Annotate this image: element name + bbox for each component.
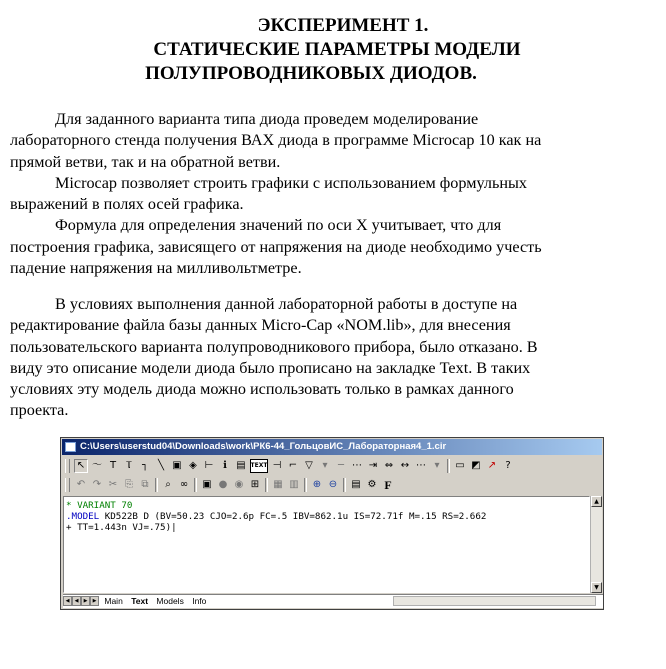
dots-icon[interactable]: ⋯ — [352, 460, 362, 471]
first-tab-icon[interactable]: ◀ — [63, 596, 72, 606]
font-button[interactable]: F — [384, 478, 392, 492]
filter-icon[interactable]: ▽ — [305, 460, 313, 471]
paragraph-line: виду это описание модели диода было прописано на закладке Text. В таких — [10, 358, 531, 377]
node-numbers-icon[interactable]: ▦ — [273, 479, 283, 490]
app-icon — [65, 442, 76, 452]
paragraph-line: условиях эту модель диода можно использовать только в рамках данного — [10, 380, 514, 399]
paragraph-library — [10, 294, 650, 422]
text-editor[interactable] — [63, 496, 590, 593]
microcap-window — [60, 437, 604, 610]
wire-icon[interactable]: 〜 — [92, 460, 102, 471]
mirror-icon[interactable]: ⇔ — [384, 460, 394, 471]
toolbar-primary — [63, 457, 601, 475]
copy-icon[interactable]: ⎘ — [125, 479, 133, 490]
prev-tab-icon[interactable]: ◀ — [72, 596, 81, 606]
toolbar-grip[interactable] — [65, 459, 70, 473]
cut-icon[interactable]: ✂ — [108, 479, 118, 490]
split-icon[interactable]: ⇥ — [368, 460, 378, 471]
next-tab-icon[interactable]: ▶ — [81, 596, 90, 606]
resize-icon[interactable]: ◩ — [471, 460, 481, 471]
paragraph-line: прямой ветви, так и на обратной ветви. — [10, 152, 281, 171]
toolbar-separator — [265, 478, 268, 492]
paste-icon[interactable]: ⧉ — [141, 479, 149, 490]
zoom-out-icon[interactable]: ⊖ — [328, 479, 338, 490]
code-line-continuation — [66, 522, 589, 533]
angle-wire-icon[interactable]: ┐ — [141, 460, 149, 471]
step-icon[interactable]: ⌐ — [288, 460, 298, 471]
binoculars-icon[interactable]: ∞ — [179, 479, 189, 490]
window-title: C:\Users\userstud04\Downloads\work\РК6-44_ГольцовИС_Лабораторная4_1.cir — [80, 441, 447, 452]
fit-icon[interactable]: ▤ — [351, 479, 361, 490]
settings-icon[interactable]: ⚙ — [367, 479, 377, 490]
stop-icon[interactable]: ● — [218, 479, 228, 490]
rotate-icon[interactable]: ⊣ — [272, 460, 282, 471]
paragraph-intro — [10, 109, 650, 279]
tab-text[interactable]: Text — [128, 595, 151, 607]
paragraph-line: построения графика, зависящего от напряжения на диоде необходимо учесть — [10, 237, 542, 256]
toolbar-separator — [343, 478, 346, 492]
code-line-comment: * VARIANT 70 — [66, 500, 133, 511]
experiment-title: ЭКСПЕРИМЕНТ 1. — [257, 15, 429, 36]
component-icon[interactable]: ◈ — [189, 460, 197, 471]
grid-icon[interactable]: ⋯ — [416, 460, 426, 471]
paragraph-line: Формула для определения значений по оси X учитывает, что для — [55, 216, 502, 235]
ground-icon[interactable]: Ⲧ — [125, 460, 133, 471]
tab-info[interactable]: Info — [192, 596, 207, 606]
horizontal-scrollbar[interactable] — [393, 596, 596, 606]
paragraph-line: В условиях выполнения данной лабораторной работы в доступе на — [55, 295, 518, 313]
paragraph-line: падение напряжения на милливольтметре. — [10, 259, 302, 278]
toolbar-separator — [304, 478, 307, 492]
line-icon[interactable]: ╲ — [157, 460, 165, 471]
last-tab-icon[interactable]: ▶ — [90, 596, 99, 606]
record-icon[interactable]: ◉ — [234, 479, 244, 490]
sheet-tab-bar — [63, 594, 603, 608]
pin-icon[interactable]: ⊢ — [204, 460, 214, 471]
paragraph-line: редактирование файла базы данных Micro-Cap «NOM.lib», для внесения — [10, 316, 511, 335]
page-icon[interactable]: ▭ — [455, 460, 465, 471]
expand-icon[interactable]: ↔ — [400, 460, 410, 471]
hline-icon[interactable]: ─ — [337, 460, 345, 471]
toolbar-separator — [447, 459, 450, 473]
model-keyword: .MODEL — [66, 511, 100, 522]
undo-icon[interactable]: ↶ — [76, 479, 86, 490]
node-icon[interactable]: ⊞ — [250, 479, 260, 490]
zoom-in-icon[interactable]: ⊕ — [312, 479, 322, 490]
continuation-params: + TT=1.443n VJ=.75) — [66, 522, 172, 533]
paragraph-line: Для заданного варианта типа диода проведем моделирование — [55, 110, 479, 128]
toolbar-secondary — [63, 476, 601, 494]
window-titlebar[interactable] — [62, 439, 602, 455]
flag-icon[interactable]: ▣ — [172, 460, 182, 471]
text-cursor: | — [171, 522, 177, 533]
scroll-up-icon[interactable]: ▲ — [591, 496, 602, 507]
info-icon[interactable]: ℹ — [223, 460, 227, 471]
vertical-scrollbar[interactable] — [590, 496, 602, 593]
experiment-subtitle-line2: ПОЛУПРОВОДНИКОВЫХ ДИОДОВ. — [145, 63, 477, 84]
text-mode-button[interactable]: TEXT — [250, 459, 268, 473]
analysis-icon[interactable]: ↗ — [487, 460, 497, 471]
toolbar-separator — [155, 478, 158, 492]
display-icon[interactable]: ▣ — [202, 479, 212, 490]
toolbar-separator — [194, 478, 197, 492]
paragraph-line: проекта. — [10, 401, 69, 420]
tab-main[interactable]: Main — [104, 596, 123, 606]
select-arrow-icon[interactable]: ↖ — [74, 459, 88, 473]
probe-icon[interactable]: ▤ — [236, 460, 246, 471]
paragraph-line: пользовательского варианта полупроводникового прибора, было отказано. В — [10, 337, 538, 356]
redo-icon[interactable]: ↷ — [92, 479, 102, 490]
model-params: KD522B D (BV=50.23 CJO=2.6p FC=.5 IBV=862.1u IS=72.71f M=.15 RS=2.662 — [99, 511, 487, 522]
paragraph-line: Microcap позволяет строить графики с использованием формульных — [55, 173, 527, 192]
tab-models[interactable]: Models — [156, 596, 184, 606]
paragraph-line: выражений в полях осей графика. — [10, 195, 244, 214]
code-line-model — [66, 511, 589, 522]
filter-dropdown-icon[interactable]: ▾ — [322, 460, 328, 471]
text-tool-icon[interactable]: T — [109, 460, 117, 471]
grid-dropdown-icon[interactable]: ▾ — [434, 460, 440, 471]
find-icon[interactable]: ⌕ — [165, 479, 171, 490]
toolbar-grip[interactable] — [65, 478, 70, 492]
node-voltages-icon[interactable]: ▥ — [289, 479, 299, 490]
experiment-subtitle-line1: СТАТИЧЕСКИЕ ПАРАМЕТРЫ МОДЕЛИ — [153, 39, 521, 60]
help-icon[interactable]: ? — [505, 460, 511, 471]
paragraph-line: лабораторного стенда получения ВАХ диода в программе Microcap 10 как на — [10, 131, 542, 150]
scroll-down-icon[interactable]: ▼ — [591, 582, 602, 593]
